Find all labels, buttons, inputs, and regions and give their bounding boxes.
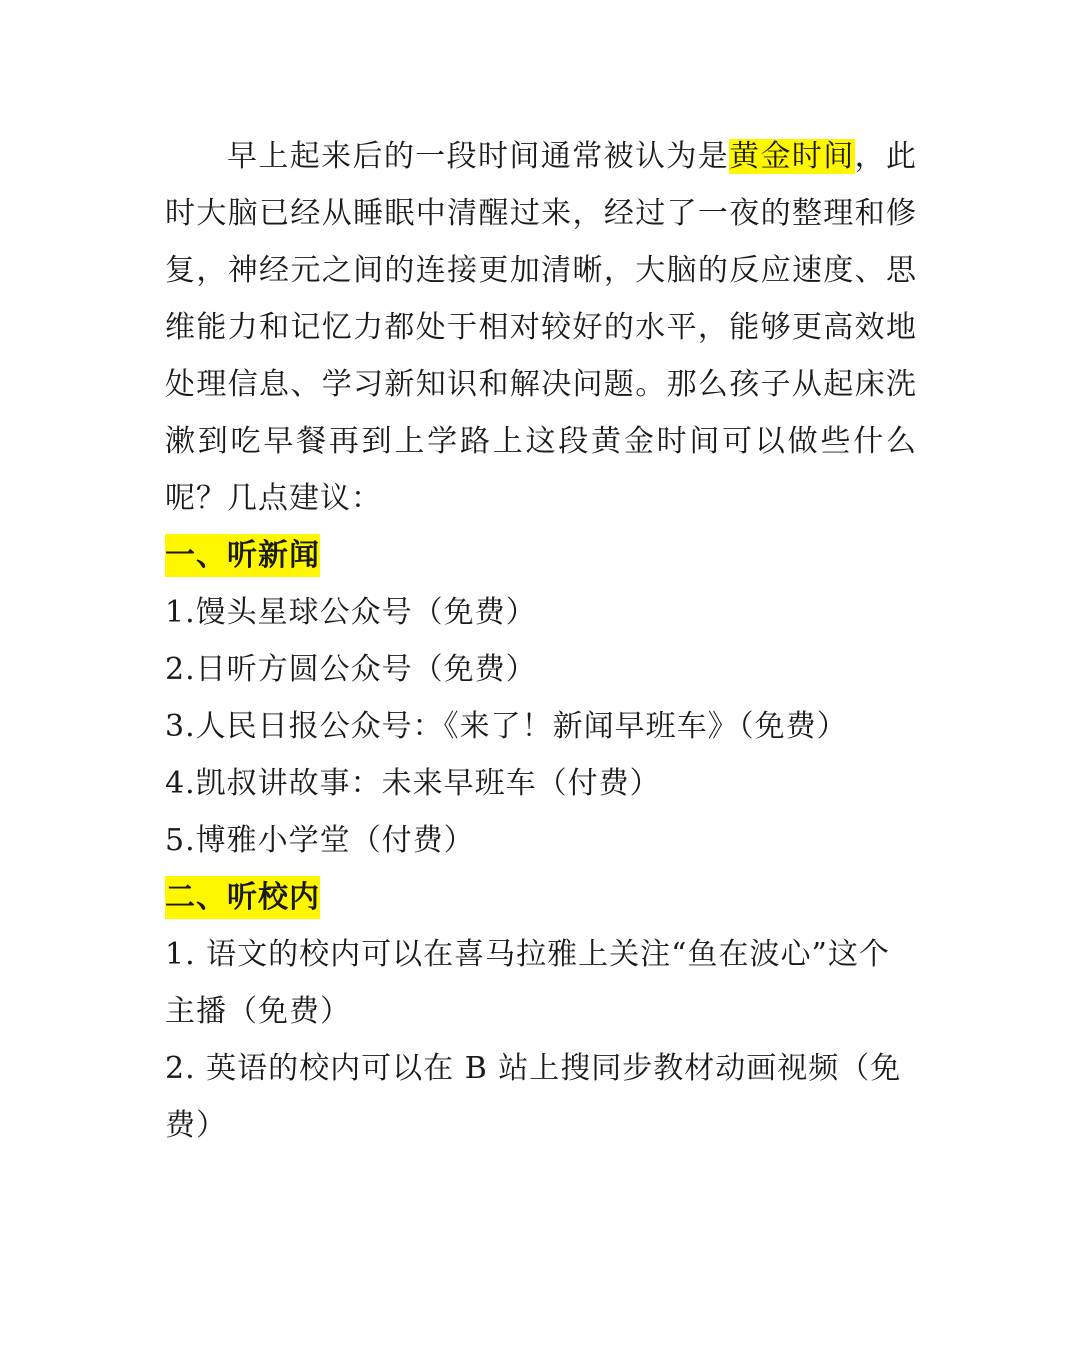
section-heading-school-text: 二、听校内 [165, 876, 320, 919]
list-item: 3.人民日报公众号：《来了！新闻早班车》（免费） [165, 709, 848, 744]
document-body [165, 128, 917, 1154]
list-item: 2.日听方圆公众号（免费） [165, 652, 537, 687]
list-item: 5.博雅小学堂（付费） [165, 823, 475, 858]
intro-paragraph [165, 128, 917, 527]
intro-text-part2: ，此时大脑已经从睡眠中清醒过来，经过了一夜的整理和修复，神经元之间的连接更加清晰，大脑的反应速度、思维能力和记忆力都处于相对较好的水平，能够更高效地处理信息、学习新知识和解决问题。那么孩子从起床洗漱到吃早餐再到上学路上这段黄金时间可以做些什么呢？几点建议： [165, 139, 918, 516]
section-heading-news-text: 一、听新闻 [165, 534, 320, 577]
list-item: 4.凯叔讲故事：未来早班车（付费） [165, 766, 661, 801]
list-item: 2. 英语的校内可以在 B 站上搜同步教材动画视频（免费） [165, 1051, 902, 1143]
intro-text-part1: 早上起来后的一段时间通常被认为是 [227, 139, 730, 174]
list-item: 1. 语文的校内可以在喜马拉雅上关注“鱼在波心”这个主播（免费） [165, 937, 890, 1029]
section-heading-news [165, 527, 917, 584]
highlight-golden-time: 黄金时间 [729, 139, 855, 174]
section-heading-school [165, 869, 917, 926]
list-item: 1.馒头星球公众号（免费） [165, 595, 537, 630]
